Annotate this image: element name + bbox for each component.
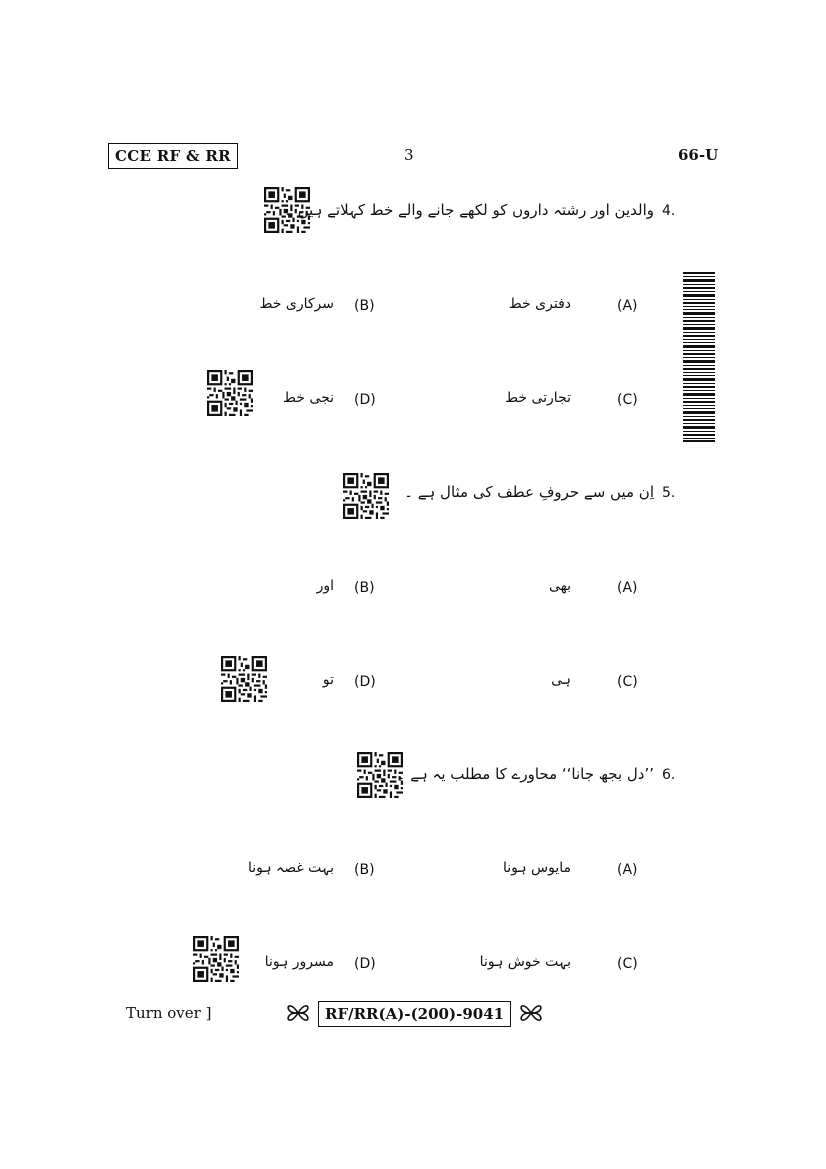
option-text: بہت غصہ ہونا xyxy=(247,860,334,876)
exam-title-box: CCE RF & RR xyxy=(108,143,238,169)
question-number: 4. xyxy=(662,203,676,219)
option-label: (D) xyxy=(354,674,376,690)
question-text: اِن میں سے حروفِ عطف کی مثال ہے ۔ xyxy=(404,483,654,501)
option-label: (C) xyxy=(617,956,638,972)
option-text: ہی xyxy=(551,672,571,688)
option-label: (C) xyxy=(617,392,638,408)
paper-code: 66-U xyxy=(678,146,719,164)
option-label: (D) xyxy=(354,392,376,408)
question-number: 5. xyxy=(662,485,676,501)
option-label: (B) xyxy=(354,298,375,314)
option-text: بھی xyxy=(548,578,571,594)
option-label: (B) xyxy=(354,580,375,596)
option-text: مسرور ہونا xyxy=(264,954,334,970)
option-label: (A) xyxy=(617,580,638,596)
option-text: دفتری خط xyxy=(508,296,571,312)
qr-code-icon xyxy=(343,473,389,519)
qr-code-icon xyxy=(193,936,239,982)
floral-ornament-icon xyxy=(285,1000,311,1026)
option-label: (B) xyxy=(354,862,375,878)
option-label: (C) xyxy=(617,674,638,690)
footer-code-box: RF/RR(A)-(200)-9041 xyxy=(318,1001,511,1027)
option-label: (A) xyxy=(617,862,638,878)
page-number: 3 xyxy=(404,146,414,164)
barcode-icon xyxy=(683,272,715,442)
option-label: (D) xyxy=(354,956,376,972)
question-text: والدین اور رشتہ داروں کو لکھے جانے والے خط کہلاتے ہیں ۔ xyxy=(284,201,654,219)
option-text: بہت خوش ہونا xyxy=(479,954,571,970)
option-text: تجارتی خط xyxy=(505,390,571,406)
qr-code-icon xyxy=(207,370,253,416)
option-text: تو xyxy=(322,672,334,688)
floral-ornament-icon xyxy=(518,1000,544,1026)
option-text: سرکاری خط xyxy=(259,296,334,312)
turn-over-note: Turn over ] xyxy=(126,1004,212,1022)
option-text: مایوس ہونا xyxy=(502,860,571,876)
question-number: 6. xyxy=(662,767,676,783)
option-text: اور xyxy=(316,578,334,594)
qr-code-icon xyxy=(221,656,267,702)
option-label: (A) xyxy=(617,298,638,314)
option-text: نجی خط xyxy=(283,390,334,406)
question-text: ’’دل بجھ جانا‘‘ محاورے کا مطلب یہ ہے ۔ xyxy=(396,765,654,783)
